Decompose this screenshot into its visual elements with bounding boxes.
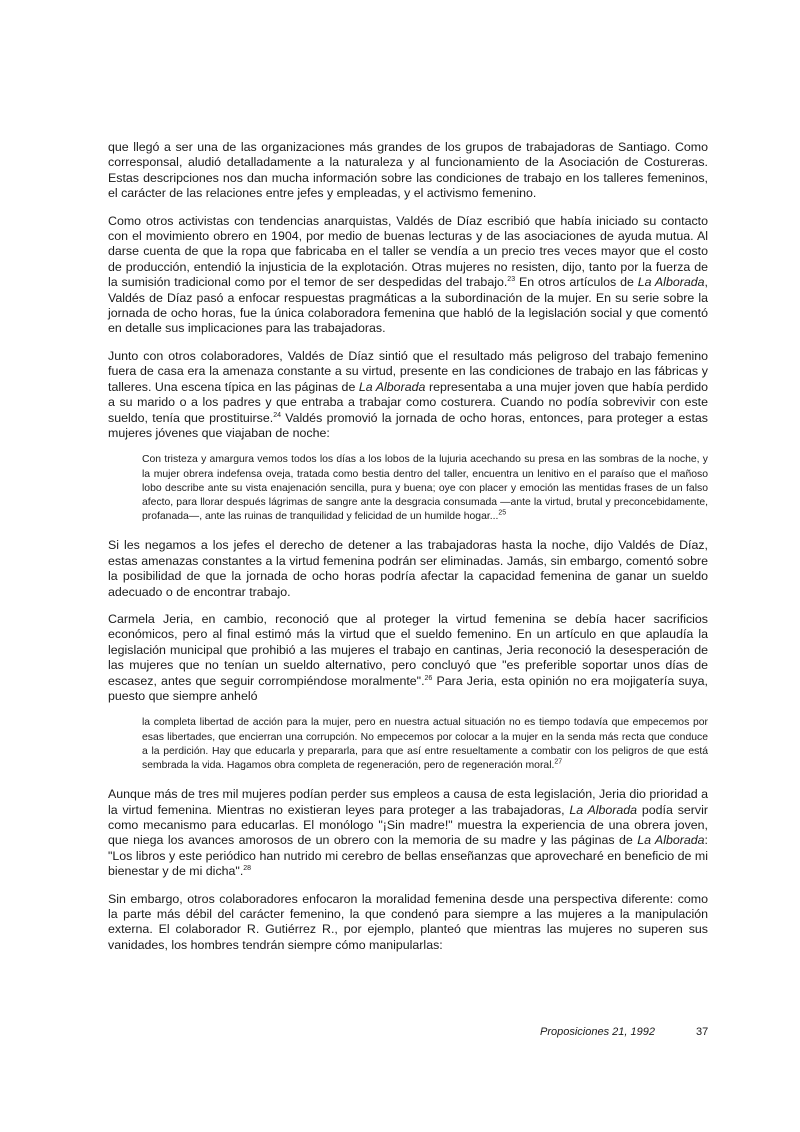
- journal-citation: Proposiciones 21, 1992: [540, 1026, 655, 1038]
- page-footer: [540, 1026, 710, 1038]
- paragraph-2: Como otros activistas con tendencias anarquistas, Valdés de Díaz escribió que había iniciado su contacto con el movimiento obrero en 1904, por medio de buenas lecturas y de las asociaciones de ayuda mutua. Al darse cuenta de que la ropa que fabricaba en el taller se vendía a un precio tres veces mayor que el costo de producción, entendió la injusticia de la explotación. Otras mujeres no resisten, dijo, tanto por la fuerza de la sumisión tradicional como por el temor de ser despedidas del trabajo.$^{23}$ En otros artículos de La Alborada, Valdés de Díaz pasó a enfocar respuestas pragmáticas a la subordinación de la mujer. En su serie sobre la jornada de ocho horas, fue la única colaboradora femenina que habló de la legislación social y que comentó en detalle sus implicaciones para las trabajadoras.: [108, 213, 708, 336]
- paragraph-3: Junto con otros colaboradores, Valdés de Díaz sintió que el resultado más peligroso del trabajo femenino fuera de casa era la amenaza constante a su virtud, presente en las condiciones de trabajo en las fábricas y talleres. Una escena típica en las páginas de La Alborada representaba a una mujer joven que había perdido a su marido o a los padres y que entraba a trabajar como costurera. Cuando no podía sobrevivir con este sueldo, tenía que prostituirse.$^{24}$ Valdés promovió la jornada de ocho horas, entonces, para proteger a estas mujeres jóvenes que viajaban de noche:: [108, 348, 708, 440]
- paragraph-4: Si les negamos a los jefes el derecho de detener a las trabajadoras hasta la noche, dijo Valdés de Díaz, estas amenazas constantes a la virtud femenina podrán ser eliminadas. Jamás, sin embargo, comentó sobre la posibilidad de que la jornada de ocho horas podría afectar la capacidad femenina de ganar un sueldo adecuado o de encontrar trabajo.: [108, 538, 708, 599]
- journal-title: La Alborada: [569, 802, 638, 817]
- footnote-ref-28: 28: [243, 865, 252, 873]
- paragraph-5: Carmela Jeria, en cambio, reconoció que al proteger la virtud femenina se debía hacer sacrificios económicos, pero al final estimó más la virtud que el sueldo femenino. En un artículo en que aplaudía la legislación municipal que prohibió a las mujeres el trabajo en cantinas, Jeria reconoció la desesperación de las mujeres que no tenían un sueldo alternativo, pero concluyó que "es preferible soportar unos días de escasez, antes que seguir corrompiéndose moralmente".$^{26}$ Para Jeria, esta opinión no era mojigatería suya, puesto que siempre anheló: [108, 611, 708, 703]
- block-quote-2: la completa libertad de acción para la mujer, pero en nuestra actual situación no es tiempo todavía que empecemos por esas libertades, que encierran una corrupción. No empecemos por colocar a la mujer en la senda más recta que conduce a la perdición. Hay que educarla y prepararla, para que así entre resueltamente a combatir con los peligros de que está sembrada la vida. Hagamos obra completa de regeneración, pero de regeneración moral.$^{27}$: [142, 717, 708, 771]
- footnote-ref-27: 27: [554, 758, 563, 766]
- paragraph-6: Aunque más de tres mil mujeres podían perder sus empleos a causa de esta legislación, Jeria dio prioridad a la virtud femenina. Mientras no existieran leyes para proteger a las trabajadoras, La Alborada podía servir como mecanismo para educarlas. El monólogo "¡Sin madre!" muestra la experiencia de una obrera joven, que niega los avances amorosos de un obrero con la memoria de su madre y las páginas de La Alborada: "Los libros y este periódico han nutrido mi cerebro de bellas enseñanzas que aprovecharé en beneficio de mi bienestar y de mi dicha".$^{28}$: [108, 787, 708, 879]
- block-quote-1: Con tristeza y amargura vemos todos los días a los lobos de la lujuria acechando su presa en las sombras de la noche, y la mujer obrera indefensa oveja, tratada como bestia dentro del taller, encuentra un lenitivo en el paraíso que el mañoso lobo describe ante su vista enajenación sencilla, pura y buena; oye con placer y emoción las mentidas frases de un falso afecto, para llorar después lágrimas de sangre ante la desgracia consumada —ante la virtud, brutal y preconcebidamente, profanada—, ante las ruinas de tranquilidad y felicidad de un humilde hogar...$^{25}$: [142, 454, 708, 523]
- journal-title: La Alborada: [637, 833, 705, 848]
- footnote-ref-26: 26: [424, 674, 433, 682]
- paragraph-1: que llegó a ser una de las organizaciones más grandes de los grupos de trabajadoras de Santiago. Como corresponsal, aludió detalladamente a la naturaleza y al funcionamiento de la Asociación de Costureras. Estas descripciones nos dan mucha información sobre las condiciones de trabajo en los talleres femeninos, el carácter de las relaciones entre jefes y empleadas, y el activismo femenino.: [108, 140, 708, 201]
- page-body: [108, 140, 708, 965]
- journal-title: La Alborada: [358, 379, 426, 394]
- footnote-ref-24: 24: [273, 411, 281, 419]
- footnote-ref-25: 25: [498, 509, 507, 517]
- journal-title: La Alborada: [637, 275, 705, 290]
- paragraph-7: Sin embargo, otros colaboradores enfocaron la moralidad femenina desde una perspectiva diferente: como la parte más débil del carácter femenino, la que condenó para siempre a las mujeres a la manipulación externa. El colaborador R. Gutiérrez R., por ejemplo, planteó que mientras las mujeres no superen sus vanidades, los hombres tendrán siempre cómo manipularlas:: [108, 891, 708, 952]
- footnote-ref-23: 23: [507, 276, 516, 284]
- page-number: 37: [696, 1026, 709, 1038]
